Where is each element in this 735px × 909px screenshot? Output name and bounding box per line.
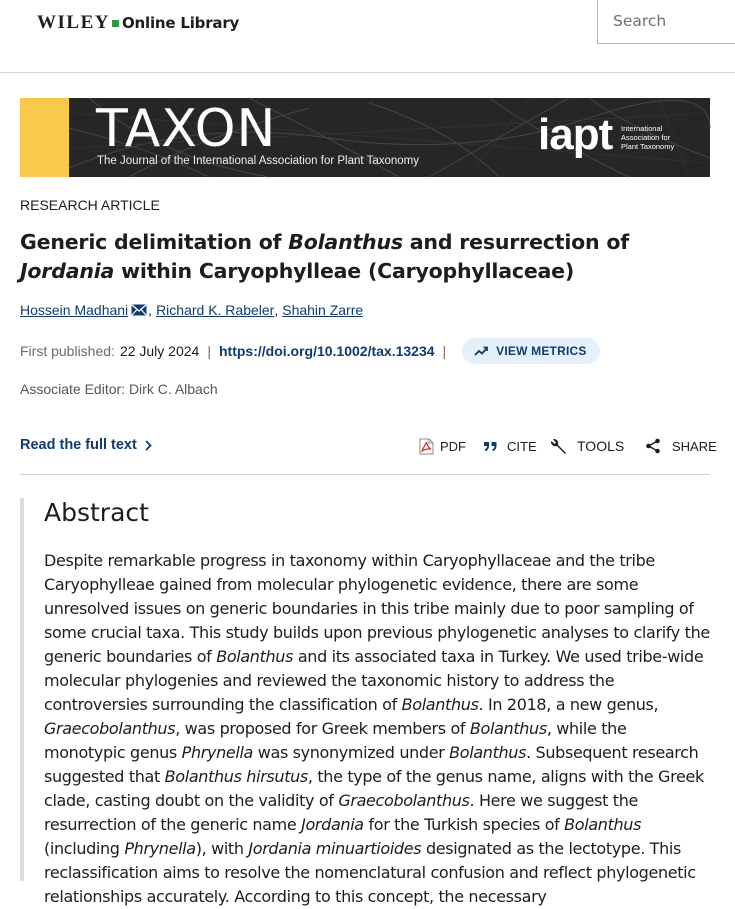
view-metrics-label: VIEW METRICS xyxy=(496,344,587,358)
abstract-left-rule xyxy=(20,498,24,881)
pdf-file-icon xyxy=(419,438,434,455)
doi-link[interactable]: https://doi.org/10.1002/tax.13234 xyxy=(218,343,435,359)
logo-brand: WILEY xyxy=(37,12,110,33)
abstract-text-segment: ), with xyxy=(195,839,249,858)
separator: | xyxy=(207,343,211,359)
journal-subtitle: The Journal of the International Association for Plant Taxonomy xyxy=(97,155,419,167)
abstract-text-segment: designated as the lectotype. This reclassification aims to resolve the nomenclatural confusion and reflect phylogenetic relationships accurately. According to this concept, the necessary xyxy=(44,839,696,906)
abstract-text-segment: and its associated taxa in Turkey. We used tribe-wide molecular phylogenies and reviewed the taxonomic history to address the controversies surrounding the classification of xyxy=(44,647,704,714)
author-link[interactable]: Hossein Madhani xyxy=(20,302,129,318)
iapt-logo: iapt xyxy=(538,110,613,159)
chevron-right-icon xyxy=(145,440,152,451)
author-separator: , xyxy=(148,302,153,318)
view-metrics-button[interactable] xyxy=(462,338,599,364)
cite-label: CITE xyxy=(507,438,537,454)
abstract-taxon-name: Bolanthus xyxy=(469,719,547,738)
corresponding-author-mail-icon[interactable] xyxy=(131,304,147,316)
abstract-text-segment: . Here we suggest the resurrection of the generic name xyxy=(44,791,638,834)
abstract-taxon-name: Bolanthus xyxy=(401,695,479,714)
quote-icon xyxy=(483,440,498,452)
share-label: SHARE xyxy=(672,438,717,454)
abstract-text-segment: , the type of the genus name, aligns with the Greek clade, casting doubt on the validity of xyxy=(44,767,704,810)
section-divider xyxy=(20,474,710,475)
abstract-text-segment: . In 2018, a new genus, xyxy=(478,695,659,714)
abstract-text-segment: was synonymized under xyxy=(253,743,450,762)
article-title: Generic delimitation of Bolanthus and resurrection of Jordania within Caryophylleae (Caryophyllaceae) xyxy=(20,230,629,283)
cite-button[interactable] xyxy=(483,434,537,458)
search-input[interactable] xyxy=(597,0,735,44)
author-separator: , xyxy=(274,302,279,318)
share-icon xyxy=(645,438,661,454)
first-published-date: 22 July 2024 xyxy=(119,343,200,359)
abstract-taxon-name: Jordania xyxy=(301,815,364,834)
abstract-taxon-name: Bolanthus xyxy=(216,647,294,666)
separator: | xyxy=(442,343,447,359)
pdf-button[interactable] xyxy=(419,434,466,458)
read-full-text-label: Read the full text xyxy=(20,437,137,453)
article-type-label: RESEARCH ARTICLE xyxy=(20,197,160,213)
author-link[interactable]: Richard K. Rabeler xyxy=(156,302,275,318)
site-header xyxy=(0,0,735,73)
publication-info xyxy=(20,338,600,364)
tools-button[interactable] xyxy=(549,434,624,458)
abstract-taxon-name: Bolanthus xyxy=(564,815,642,834)
abstract-taxon-name: Bolanthus hirsutus xyxy=(164,767,308,786)
abstract-taxon-name: Phrynella xyxy=(181,743,254,762)
logo-product: Online Library xyxy=(121,14,240,32)
abstract-taxon-name: Graecobolanthus xyxy=(338,791,470,810)
abstract-text-segment: (including xyxy=(44,839,125,858)
abstract-taxon-name: Bolanthus xyxy=(449,743,527,762)
abstract-taxon-name: Jordania minuartioides xyxy=(248,839,422,858)
journal-banner[interactable] xyxy=(20,98,710,177)
journal-title: TAXON xyxy=(96,99,277,159)
abstract-text-segment: . Subsequent research suggested that xyxy=(44,743,699,786)
abstract-text-segment: , was proposed for Greek members of xyxy=(175,719,470,738)
abstract-taxon-name: Graecobolanthus xyxy=(44,719,176,738)
abstract-text-segment: Despite remarkable progress in taxonomy within Caryophyllaceae and the tribe Caryophylleae gained from molecular phylogenetic evidence, there are some unresolved issues on generic boundaries in this tribe mainly due to poor sampling of some crucial taxa. This study builds upon previous phylogenetic analyses to clarify the generic boundaries of xyxy=(44,551,710,666)
share-button[interactable] xyxy=(645,434,717,458)
abstract-heading: Abstract xyxy=(44,498,149,527)
wiley-online-library-logo[interactable] xyxy=(37,12,239,38)
abstract-taxon-name: Phrynella xyxy=(124,839,196,858)
associate-editor: Associate Editor: Dirk C. Albach xyxy=(20,381,218,397)
wrench-icon xyxy=(549,437,568,456)
abstract-section xyxy=(20,498,710,906)
tools-label: TOOLS xyxy=(577,438,625,454)
logo-green-square-icon xyxy=(112,20,119,27)
search-placeholder: Search xyxy=(613,12,667,30)
abstract-text xyxy=(44,549,710,909)
trending-up-icon xyxy=(474,346,488,356)
abstract-text-segment: for the Turkish species of xyxy=(363,815,565,834)
first-published-label: First published: xyxy=(20,343,115,359)
iapt-logo-text: International Association for Plant Taxonomy xyxy=(621,124,675,151)
banner-accent-stripe xyxy=(20,98,69,177)
abstract-text-segment: , while the monotypic genus xyxy=(44,719,627,762)
pdf-label: PDF xyxy=(440,438,466,454)
author-link[interactable]: Shahin Zarre xyxy=(282,302,364,318)
author-list xyxy=(20,302,363,318)
read-full-text-link[interactable] xyxy=(20,437,152,453)
